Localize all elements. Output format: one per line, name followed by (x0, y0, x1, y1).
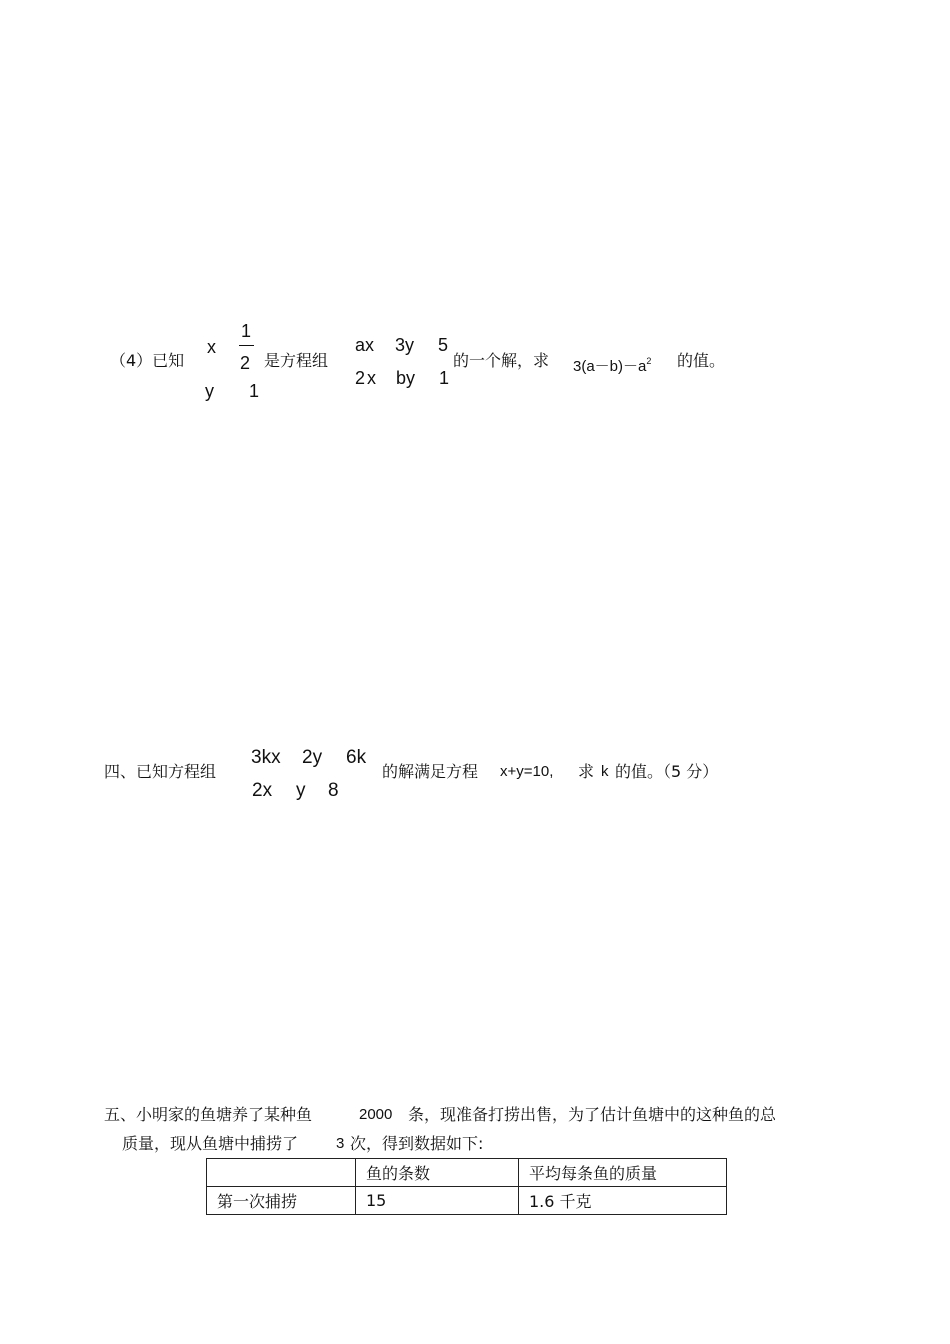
table-header-cell: 平均每条鱼的质量 (519, 1159, 727, 1187)
q4-expression: $3(a-b)-a^2$ (573, 356, 652, 375)
table-header-cell (207, 1159, 356, 1187)
q-four-eq1-term2: 2y (302, 747, 323, 768)
q4-eq1-term2: 3y (395, 335, 415, 355)
q-four-text-b: 求 (578, 762, 595, 781)
q4-sol-y-value: 1 (249, 381, 260, 401)
q4-eq2-term3: 1 (439, 368, 450, 388)
table-header-row (207, 1159, 727, 1187)
table-header-cell: 鱼的条数 (356, 1159, 519, 1187)
q-four-k: k (601, 763, 609, 780)
table-cell: 1.6 千克 (519, 1187, 727, 1215)
q-five-line2-number: 3 (336, 1135, 345, 1152)
q4-eq2-term1: 2x (355, 368, 379, 388)
q-five-line1-b: 条，现准备打捞出售，为了估计鱼塘中的这种鱼的总 (408, 1105, 777, 1124)
q-five-line2-a: 质量，现从鱼塘中捕捞了 (122, 1134, 299, 1153)
q-five-line2-b: 次，得到数据如下: (350, 1134, 484, 1153)
q-four-condition: x+y=10, (500, 763, 554, 780)
q4-text-end-b: 的值。 (677, 351, 726, 370)
q-five-line1-number: 2000 (359, 1106, 393, 1123)
q4-text-mid: 是方程组 (264, 351, 329, 370)
table-cell: 15 (356, 1187, 519, 1215)
q4-sol-y: y (205, 381, 214, 401)
q4-exponent: 2 (646, 356, 652, 366)
q-four-text-c: 的值。（5 分） (615, 762, 719, 781)
q4-eq1-term1: ax (355, 335, 375, 355)
q-four-eq2-term2: y (296, 780, 306, 801)
q4-sol-x-denominator: 2 (240, 353, 251, 373)
q4-eq2-term2: by (396, 368, 416, 388)
catch-data-table (206, 1158, 727, 1215)
q4-text-end-a: 的一个解，求 (453, 351, 550, 370)
q-five-line1-a: 五、小明家的鱼塘养了某种鱼 (104, 1105, 313, 1124)
q-four-eq2-term3: 8 (328, 780, 339, 801)
q4-label: （4）已知 (110, 351, 185, 370)
q-four-text-a: 的解满足方程 (382, 762, 479, 781)
table-row (207, 1187, 727, 1215)
q4-sol-x: x (207, 337, 216, 357)
q4-fraction-bar (239, 345, 254, 346)
q4-eq1-term3: 5 (438, 335, 449, 355)
q4-sol-x-numerator: 1 (241, 321, 252, 341)
table-cell: 第一次捕捞 (207, 1187, 356, 1215)
q-four-label: 四、已知方程组 (104, 762, 217, 781)
q-four-eq1-term3: 6k (346, 747, 367, 768)
q-four-eq1-term1: 3kx (251, 747, 281, 768)
q-four-eq2-term1: 2x (252, 780, 273, 801)
